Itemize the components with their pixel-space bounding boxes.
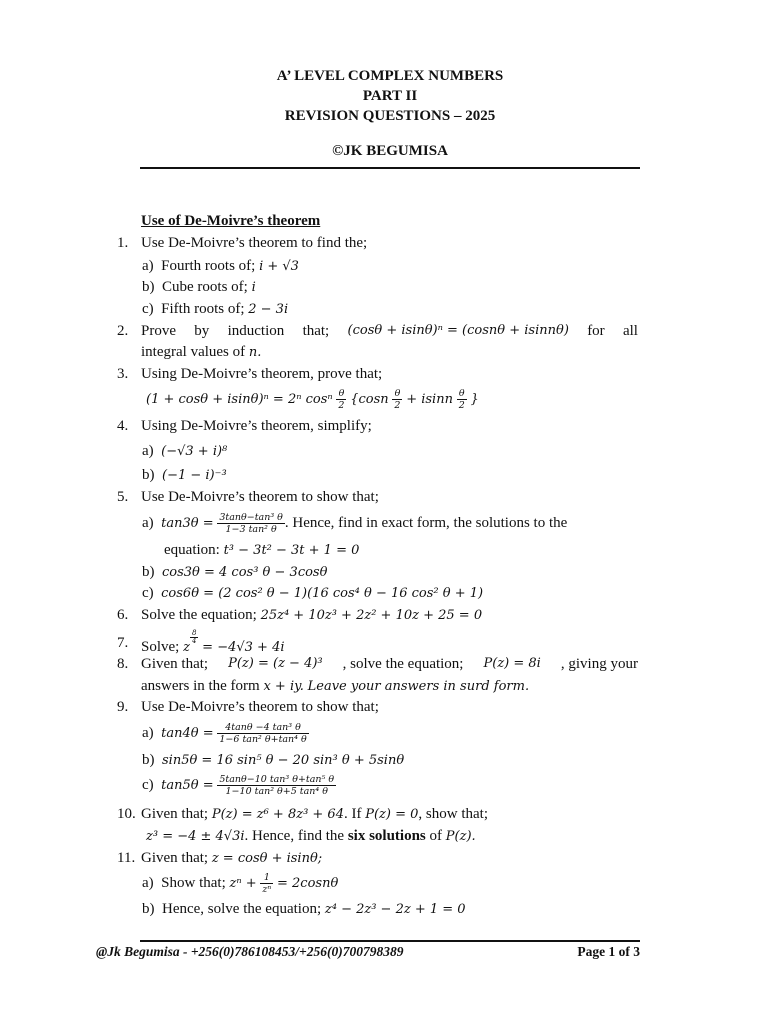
numerator: θ [457, 388, 467, 400]
numerator: 5tanθ−10 tan³ θ+tan⁵ θ [219, 774, 335, 786]
math-expression: z = cosθ + isinθ; [211, 851, 323, 866]
part-text: Show that; [161, 875, 226, 891]
question-text: Use De-Moivre’s theorem to show that; [141, 489, 379, 505]
math-expression: (−1 − i)⁻³ [162, 468, 227, 483]
part-label: c) [142, 301, 154, 317]
question-number: 9. [117, 699, 129, 715]
word: . If [343, 806, 362, 822]
numerator: 4tanθ −4 tan³ θ [217, 722, 308, 734]
question-text [141, 343, 261, 362]
document-header [140, 66, 640, 161]
footer-contact: @Jk Begumisa - +256(0)786108453/+256(0)700798389 [96, 944, 404, 959]
fraction [217, 512, 284, 535]
part-label: c) [142, 585, 154, 601]
part-label: b) [142, 279, 155, 295]
part-text: Fourth roots of; [161, 258, 256, 274]
math-expression: cos6θ = (2 cos² θ − 1)(16 cos⁴ θ − 16 cos² θ + 1) [161, 586, 484, 601]
part-label: b) [142, 901, 155, 917]
question-part [142, 278, 256, 297]
part-label: a) [142, 875, 154, 891]
denominator: zⁿ [262, 884, 272, 896]
question-number: 7. [117, 635, 129, 651]
math-expression: i [251, 280, 256, 295]
fraction [260, 872, 273, 895]
math-expression: t³ − 3t² − 3t + 1 = 0 [223, 543, 360, 558]
word: , giving your [560, 656, 638, 672]
math-expression: P(z) = 0 [365, 807, 419, 822]
question-part [142, 257, 299, 276]
word: Solve; [141, 639, 180, 655]
denominator: 2 [458, 400, 465, 412]
numerator: 1 [260, 872, 273, 884]
math-expression: z³ = −4 ± 4√3i [146, 829, 245, 844]
word: Prove [141, 323, 176, 339]
word: , solve the equation; [342, 656, 464, 672]
denominator: 4 [191, 637, 197, 645]
math-part: {cosn [350, 392, 389, 407]
question-part [142, 751, 404, 770]
math-part: = −4√3 + 4i [202, 640, 285, 655]
part-label: b) [142, 564, 155, 580]
fraction [457, 388, 467, 411]
word: integral values of [141, 344, 246, 360]
denominator: 1−10 tan² θ+5 tan⁴ θ [225, 786, 328, 798]
word: answers in the form [141, 678, 260, 694]
word: equation: [164, 542, 220, 558]
math-part: } [470, 392, 479, 407]
page-number: Page 1 of 3 [577, 944, 640, 959]
question-part [142, 772, 336, 799]
part-text: . Hence, find in exact form, the solutions to the [284, 515, 568, 531]
document-title: A’ LEVEL COMPLEX NUMBERS [276, 68, 504, 84]
document-part: PART II [362, 88, 418, 104]
question-number: 2. [117, 323, 129, 339]
denominator: 1−3 tan² θ [225, 524, 277, 536]
numerator: θ [336, 388, 346, 400]
math-expression: tan3θ = [161, 516, 214, 531]
math-expression: cos3θ = 4 cos³ θ − 3cosθ [162, 565, 328, 580]
math-expression [146, 388, 479, 411]
word: . Hence, find the [244, 828, 345, 844]
math-expression: P(z). [445, 829, 476, 844]
word: by [194, 323, 210, 339]
math-part: z [183, 640, 190, 655]
question-number: 6. [117, 607, 129, 623]
math-expression: P(z) = 8i [483, 656, 541, 671]
question-part [142, 871, 338, 896]
question-text [141, 677, 529, 696]
fraction [392, 388, 402, 411]
math-expression: 25z⁴ + 10z³ + 2z² + 10z + 25 = 0 [260, 608, 483, 623]
math-expression: (−√3 + i)⁸ [161, 444, 228, 459]
question-text: Use De-Moivre’s theorem to show that; [141, 699, 379, 715]
math-expression: 2 − 3i [248, 302, 289, 317]
numerator: 8 [191, 629, 197, 637]
document-subtitle: REVISION QUESTIONS – 2025 [284, 108, 496, 124]
denominator: 1−6 tan² θ+tan⁴ θ [219, 734, 307, 746]
math-expression: tan4θ = [161, 726, 214, 741]
question-text: Using De-Moivre’s theorem, prove that; [141, 366, 383, 382]
fraction [217, 774, 336, 797]
document-author: ©JK BEGUMISA [332, 143, 448, 159]
question-part [142, 563, 327, 582]
question-text: Use De-Moivre’s theorem to find the; [141, 235, 368, 251]
part-label: c) [142, 777, 154, 793]
math-part: = 2cosnθ [277, 876, 339, 891]
header-divider [140, 167, 640, 169]
question-number: 5. [117, 489, 129, 505]
question-number: 4. [117, 418, 129, 434]
word: that; [302, 323, 330, 339]
math-expression: sin5θ = 16 sin⁵ θ − 20 sin³ θ + 5sinθ [162, 753, 405, 768]
part-label: a) [142, 258, 154, 274]
question-part [142, 584, 483, 603]
part-label: a) [142, 443, 154, 459]
question-text [141, 805, 488, 824]
question-number: 8. [117, 656, 129, 672]
question-number: 11. [117, 850, 136, 866]
denominator: 2 [338, 400, 345, 412]
math-expression: z⁴ − 2z³ − 2z + 1 = 0 [324, 902, 466, 917]
numerator: 3tanθ−tan³ θ [219, 512, 283, 524]
fraction-exponent [190, 630, 198, 645]
fraction [336, 388, 346, 411]
math-expression: i + √3 [259, 259, 299, 274]
question-text [141, 655, 638, 673]
question-text: Using De-Moivre’s theorem, simplify; [141, 418, 372, 434]
question-number: 1. [117, 235, 129, 251]
word: of [429, 828, 443, 844]
word: Given that; [141, 850, 209, 866]
math-expression: P(z) = (z − 4)³ [228, 656, 323, 671]
part-text: Hence, solve the equation; [162, 901, 322, 917]
question-text [141, 322, 638, 340]
math-expression: tan5θ = [161, 778, 214, 793]
question-text [141, 849, 322, 868]
footer-divider [140, 940, 640, 942]
word: all [622, 323, 638, 339]
part-label: b) [142, 467, 155, 483]
math-part: zⁿ + [229, 876, 257, 891]
math-expression: (cosθ + isinθ)ⁿ = (cosnθ + isinnθ) [347, 323, 569, 338]
word: Solve the equation; [141, 607, 257, 623]
math-expression: x + iy. [263, 679, 304, 694]
word: Given that; [141, 806, 209, 822]
math-part: (1 + cosθ + isinθ)ⁿ = 2ⁿ cosⁿ [146, 392, 333, 407]
question-part [142, 442, 227, 461]
word: , show that; [418, 806, 488, 822]
question-text [141, 606, 482, 625]
word: induction [227, 323, 285, 339]
math-expression: P(z) = z⁶ + 8z³ + 64 [211, 807, 344, 822]
section-title: Use of De-Moivre’s theorem [141, 213, 321, 229]
question-part [142, 466, 227, 485]
part-text: Fifth roots of; [161, 301, 245, 317]
numerator: θ [392, 388, 402, 400]
part-label: a) [142, 515, 154, 531]
part-label: b) [142, 752, 155, 768]
word: Given that; [141, 656, 209, 672]
italic-note: Leave your answers in surd form. [307, 679, 530, 694]
part-text: Cube roots of; [162, 279, 248, 295]
question-text [164, 541, 359, 560]
word: for [587, 323, 605, 339]
question-part [142, 900, 466, 919]
math-part: + isinn [406, 392, 453, 407]
question-part [142, 720, 309, 747]
question-number: 3. [117, 366, 129, 382]
fraction [217, 722, 308, 745]
denominator: 2 [394, 400, 401, 412]
question-number: 10. [117, 806, 136, 822]
math-expression: n. [248, 345, 262, 360]
bold-word: six solutions [347, 828, 426, 844]
question-text [146, 827, 476, 846]
question-part [142, 300, 288, 319]
question-part [142, 510, 567, 537]
part-label: a) [142, 725, 154, 741]
